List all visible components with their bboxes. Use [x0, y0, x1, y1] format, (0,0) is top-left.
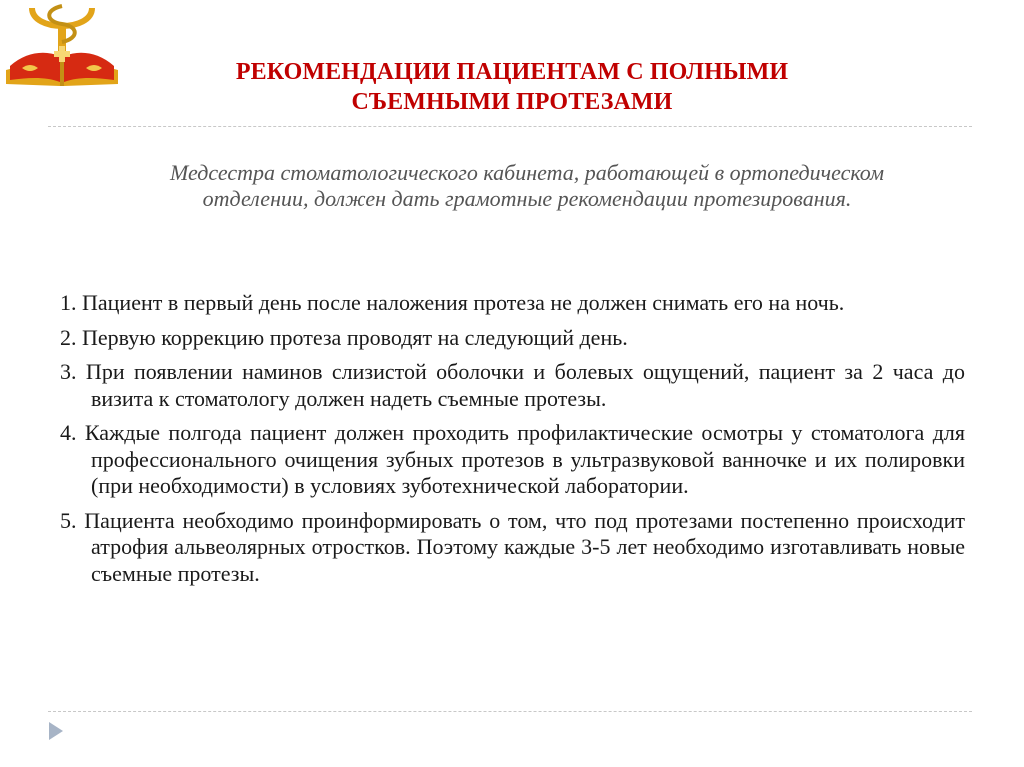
bottom-divider — [48, 711, 972, 712]
list-item: 1. Пациент в первый день после наложения протеза не должен снимать его на ночь. — [60, 290, 845, 315]
next-slide-arrow-icon[interactable] — [49, 722, 63, 740]
recommendations-list — [60, 290, 965, 595]
list-item: 4. Каждые полгода пациент должен проходить профилактические осмотры у стоматолога для профессионального очищения зубных протезов в ультразвуковой ванночке и их полировки (при необходимости) в условиях зуботехнической лаборатории. — [60, 420, 965, 498]
list-item: 3. При появлении наминов слизистой оболочки и болевых ощущений, пациент за 2 часа до визита к стоматологу должен надеть съемные протезы. — [60, 359, 965, 411]
intro-paragraph: Медсестра стоматологического кабинета, работающей в ортопедическом отделении, должен дать грамотные рекомендации протезирования. — [170, 160, 884, 211]
list-item: 2. Первую коррекцию протеза проводят на следующий день. — [60, 324, 628, 350]
top-divider — [48, 126, 972, 127]
medical-emblem-logo — [2, 0, 122, 92]
title-line-2: СЪЕМНЫМИ ПРОТЕЗАМИ — [351, 89, 673, 115]
slide-title — [160, 57, 864, 117]
title-line-1: РЕКОМЕНДАЦИИ ПАЦИЕНТАМ С ПОЛНЫМИ — [235, 59, 789, 85]
list-item: 5. Пациента необходимо проинформировать о том, что под протезами постепенно происходит атрофия альвеолярных отростков. Поэтому каждые 3-5 лет необходимо изготавливать новые съемные протезы. — [60, 507, 965, 586]
